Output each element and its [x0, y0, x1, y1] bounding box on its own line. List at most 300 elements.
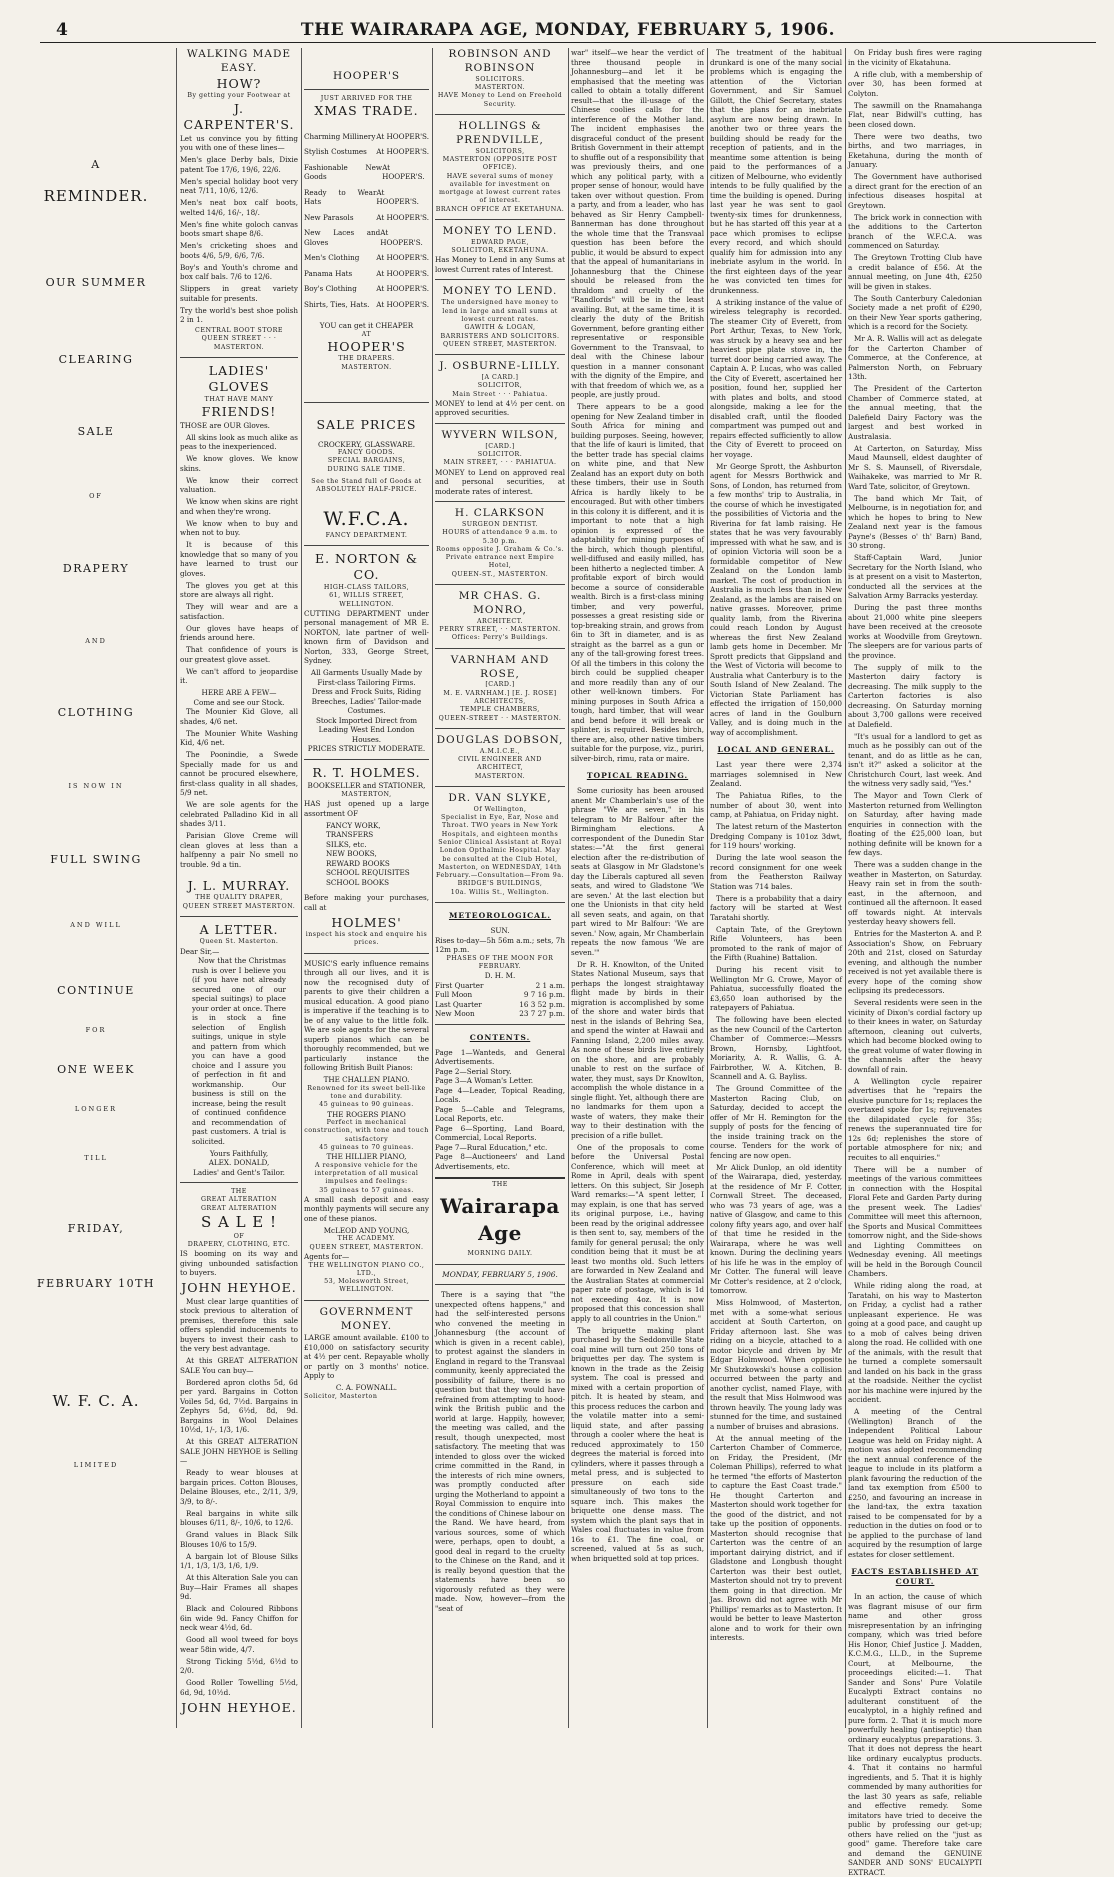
divider [435, 423, 565, 424]
ad-text: M. E. VARNHAM.] [E. J. ROSE] [443, 689, 557, 697]
divider [435, 902, 565, 903]
column-professional-cards [435, 48, 565, 1728]
table-cell: Full Moon [435, 990, 473, 1000]
column-leader-topical [571, 48, 704, 1728]
divider [180, 916, 298, 917]
article-text: The Ground Committee of the Masterton Racing Club, on Saturday, decided to accept the offer of Mr H. Remington for the supply of posts for the fencing of the inside training track on the course. Tenders for the work of fencing are now open. [710, 1084, 842, 1160]
ad-text: The Poonindie, a Swede Specially made for us and cannot be procured elsewhere, first-class quality in all shades, 5/9 net. [180, 750, 298, 798]
ad-text: LARGE amount available. £100 to £10,000 on satisfactory security at 4½ per cent. Repayable wholly or partly on 3 months' notice. Apply to [304, 1333, 429, 1381]
ad-word: A [91, 158, 101, 171]
article-text: The briquette making plant purchased by the Seddonville State coal mine will turn out 250 tons of briquettes per day. The system is known in the trade as the Zeisig system. The coal is pressed and mixed with a certain proportion of pitch. It is heated by steam, and this process reduces the carbon and the volatile matter into a semi-liquid state, and after passing through a cooler where the heat is reduced approximately to 150 degrees the material is forced into cylinders, where it passes through a metal press, and is subjected to pressure on each side simultaneously of two tons to the square inch. This makes the briquette one dense mass. The system which the plant says that in Wales coal fluctuates in value from 16s to £1. The fine coal, or screened, valued at 5s as such, when briquetted sold at top prices. [571, 1325, 704, 1563]
ad-text: QUEEN STREET, MASTERTON. [442, 340, 558, 348]
ad-text: At this GREAT ALTERATION SALE JOHN HEYHOE is Selling— [180, 1437, 298, 1466]
ad-text: BARRISTERS AND SOLICITORS. [440, 332, 560, 340]
divider [304, 89, 429, 90]
list-item: Panama Hats At HOOPER'S. [304, 268, 429, 278]
ad-word: W. F. C. A. [52, 1391, 140, 1410]
article-text: war" itself—we hear the verdict of three thousand people in Johannesburg—and let it be emphasised that the meeting was called to obtain a totally different result—that the ill-usage of the Chinese coolies calls for the interference of the Mother land. The incident emphasises the disgraceful conduct of the present British Government in their attempt to shuffle out of a responsibility that was previously theirs, and one which any political party, with a proper sense of honour, would have taken over without question. From a party, and from a leader, who has behaved as Sir Henry Campbell-Bannerman has done throughout the whole time that the Transvaal question has been before the public, it would be absurd to expect that the appeal of humanitarians in Johannesburg that the Chinese should be released from the thraldom and cruelty of the "Randlords" will be in the least availing. But, at the same time, it is clearly the duty of the British Government, before granting either representative or responsible Government to the Transvaal, to deal with the Chinese labour question in a manner consonant with the dignity of the Empire, and with that freedom of which we, as a people, are justly proud. [571, 48, 704, 399]
article-text: During his recent visit to Wellington Mr G. Crowe, Mayor of Pahiatua, successfully floated the £3,650 loan authorised by the ratepayers of Pahiatua. [710, 965, 842, 1013]
list-item: NEW BOOKS, [326, 849, 377, 859]
ad-text: We can't afford to jeopardise it. [180, 666, 298, 686]
ad-word: FOR [85, 1026, 107, 1035]
table-cell: Last Quarter [435, 999, 482, 1009]
ad-text: MONEY to Lend on approved real and personal securities, at moderate rates of interest. [435, 467, 565, 496]
ad-heading: GOVERNMENT MONEY. [319, 1305, 414, 1332]
ad-text: Black and Coloured Ribbons 6in wide 9d. Fancy Chiffon for neck wear 4½d, 6d. [180, 1604, 298, 1633]
ad-text: THE [492, 1181, 508, 1189]
ad-heading: MR CHAS. G. MONRO, [458, 590, 542, 616]
ad-word: OUR SUMMER [45, 276, 147, 290]
ad-word: SALE [77, 425, 115, 439]
column-rule [707, 48, 708, 1728]
article-text: The President of the Carterton Chamber of Commerce stated, at the annual meeting, that the Dalefield Dairy Factory was the largest and best worked in Australasia. [848, 384, 982, 441]
ad-text: BOOKSELLER and STATIONER, [307, 781, 426, 791]
ad-text: MASTERTON. [474, 84, 526, 92]
ad-text: PERRY STREET, · · MASTERTON. [439, 626, 561, 634]
article-text: The Greytown Trotting Club have a credit balance of £56. At the annual meeting, on June 4th, £250 will be given in stakes. [848, 253, 982, 291]
ad-heading: HOLMES' [331, 914, 402, 930]
article-text: The latest return of the Masterton Dredging Company is 101oz 3dwt, for 119 hours' working. [710, 822, 842, 851]
ad-text: GAWITH & LOGAN, [464, 324, 536, 332]
divider [304, 953, 429, 954]
ad-text: That confidence of yours is our greatest glove asset. [180, 645, 298, 664]
column-ads-2 [180, 48, 298, 1728]
ad-text: 35 guineas to 57 guineas. [319, 1186, 414, 1194]
ad-text: DURING SALE TIME. [327, 465, 406, 473]
ad-text: We know gloves. We know skins. [180, 454, 298, 473]
ad-heading: R. T. HOLMES. [312, 764, 421, 780]
table-cell: First Quarter [435, 980, 484, 990]
divider [304, 402, 429, 403]
article-text: During the past three months about 21,000 white pine sleepers have been received at the creosote works at Woodville from Greytown. The sleepers are for various parts of the province. [848, 603, 982, 660]
ad-text: THE WELLINGTON PIANO CO., LTD., [308, 1261, 425, 1277]
ad-text: AT [361, 330, 372, 338]
divider [435, 584, 565, 585]
ad-text: MASTERTON, [341, 790, 392, 798]
dateline: MONDAY, FEBRUARY 5, 1906. [442, 1269, 558, 1279]
article-text: "It's usual for a landlord to get as much as he possibly can out of the tenant, and do as little as he can, isn't it?" asked a solicitor at the Christchurch Court, last week. And the witness very sadly said, "Yes." [848, 731, 982, 788]
article-text: The Government have authorised a direct grant for the erection of an infectious diseases hospital at Greytown. [848, 172, 982, 210]
ad-text: MONEY to lend at 4½ per cent. on approved securities. [435, 398, 565, 418]
ad-heading: DR. VAN SLYKE, [448, 791, 552, 804]
list-item: Page 8—Auctioneers' and Land Advertisements, etc. [435, 1152, 565, 1171]
ad-text: ABSOLUTELY HALF-PRICE. [316, 486, 417, 494]
ad-text: DRAPERY, CLOTHING, ETC. [187, 1241, 291, 1249]
ad-text: THE QUALITY DRAPER, [195, 894, 283, 902]
list-item: SCHOOL BOOKS [326, 877, 390, 887]
divider [180, 357, 298, 358]
ad-heading: J. CARPENTER'S. [183, 100, 295, 133]
ad-text: ARCHITECT. [477, 617, 523, 625]
ad-heading: XMAS TRADE. [314, 103, 419, 119]
ad-text: MUSIC'S early influence remains through all our lives, and it is now the recognised duty of parents to give their children a musical education. A good piano is imperative if the teaching is to be of any value to the little folk. We are sole agents for the several superb pianos which can be thoroughly recommended, but we particularly instance the following British Built Pianos: [304, 958, 429, 1073]
article-text: The band which Mr Tait, of Melbourne, is in negotiation for, and which he hopes to bring to New Zealand next year is the famous Payne's (Besses o' th' Barn) Band, 30 strong. [848, 493, 982, 550]
ad-text: Our gloves have heaps of friends around here. [180, 623, 298, 643]
article-text: Mr A. R. Wallis will act as delegate for the Carterton Chamber of Commerce, at the Conference, at Palmerston North, on February 13th. [848, 334, 982, 381]
divider [304, 759, 429, 760]
ad-text: MASTERTON. [341, 363, 392, 371]
ad-text: QUEEN STREET, MASTERTON. [309, 1243, 424, 1251]
ad-text: OF [233, 1232, 245, 1240]
column-rule [176, 48, 177, 1728]
ad-text: We know when to buy and when not to buy. [180, 518, 298, 538]
ad-text: Before making your purchases, call at [304, 893, 429, 912]
table-row [435, 990, 565, 1000]
ad-text: At this Alteration Sale you can Buy—Hair Frames all shapes 9d. [180, 1573, 298, 1602]
ad-text: Ready to wear blouses at bargain prices. Cotton Blouses, Delaine Blouses, etc., 2/11, 3/9, 3/9, to 8/-. [180, 1468, 298, 1506]
ad-word: ONE WEEK [57, 1062, 135, 1076]
article-text: Staff-Captain Ward, Junior Secretary for the North Island, who is at present on a visit to Masterton, conducted all the services at the Salvation Army Barracks yesterday. [848, 553, 982, 600]
ad-text: A small cash deposit and easy monthly payments will secure any one of these pianos. [304, 1194, 429, 1223]
ad-text: THOSE are OUR Gloves. [180, 420, 270, 430]
ad-text: Men's fine white goloch canvas boots smart shape 8/6. [180, 219, 298, 239]
divider [435, 114, 565, 115]
ad-heading: S A L E ! [200, 1212, 278, 1231]
ad-text: SOLICITOR, EKETAHUNA. [451, 247, 549, 255]
ad-heading: A LETTER. [199, 921, 279, 937]
page-number: 4 [56, 20, 68, 40]
list-item: TRANSFERS [326, 830, 374, 840]
list-item: SILKS, etc. [326, 839, 367, 849]
ad-text: QUEEN STREET · · · MASTERTON. [201, 335, 277, 351]
list-item: Shirts, Ties, Hats. At HOOPER'S. [304, 299, 429, 309]
ad-text: HOURS of attendance 9 a.m. to 5.30 p.m. [442, 529, 558, 545]
ad-text: The Mounier Kid Glove, all shades, 4/6 net. [180, 707, 298, 726]
ad-heading: W.F.C.A. [323, 507, 410, 530]
ad-word: CLEARING [58, 352, 134, 366]
ad-text: Men's special holiday boot very neat 7/11, 10/6, 12/6. [180, 176, 298, 196]
list-item: Fashionable New Goods At HOOPER'S. [304, 162, 425, 182]
article-text: Some curiosity has been aroused anent Mr Chamberlain's use of the phrase "We are seven," in his telegram to Mr Balfour after the Birmingham elections. A correspondent of the Dunedin Star states:—"At the first general election after the re-distribution of seats at Glasgow in Mr Gladstone's day the Liberals captured all seven seats, and wired to Gladstone 'We are seven.' At the last election but one the Unionists in that city held all seven seats, and again, on that part wired to Mr Balfour: 'We are seven.' Now, again, Mr Chamberlain repeats the now famous 'We are seven.'" [571, 786, 704, 957]
ad-text: 53, Molesworth Street, [324, 1278, 409, 1286]
article-text: There appears to be a good opening for New Zealand timber in South Africa for mining and building purposes. Seeing, however, that the life of kauri is limited, that the better trade has special claims on white pine, and that New Zealand has an export duty on both these timbers, their use in South Africa is hardly likely to be encouraged. But with other timbers in this colony it is different, and it is important to note that a high opinion is expressed of the adaptability for mining purposes of the birch, which though plentiful, well-diffused and easily milled, has been hitherto a neglected timber. A profitable export of birch would become a source of considerable wealth. Birch is a first-class mining timber, and very powerful, possesses a great resisting side or top-breaking strain, and grows from 6in to 3ft in diameter, and is as straight as the barrel as a gun or any of the tall-growing forest trees. Of all the timbers in this colony the birch could be supplied cheaper and more readily than any of our other well-known timbers. For mining purposes in South Africa a tough, hard timber, that will wear and bend before it will break or splinter, is required. Besides birch, there are, also, other native timbers suitable for the purpose, viz., puriri, silver-birch, rimu, rata or maire. [571, 402, 704, 763]
ad-text: [A CARD.] [481, 373, 519, 381]
ad-text: SOLICITOR, [477, 382, 523, 390]
ad-text: Of Wellington, [473, 805, 527, 813]
ad-text: PHASES OF THE MOON FOR FEBRUARY. [446, 954, 554, 970]
list-item: Page 5—Cable and Telegrams, Local Reports, etc. [435, 1104, 565, 1124]
article-text: In an action, the cause of which was flagrant misuse of our firm name and other gross misrepresentation by an infringing company, which was tried before His Honor, Chief Justice J. Madden, K.C.M.G., LL.D., in the Supreme Court, at Melbourne, the proceedings elicited:—1. That Sander and Sons' Pure Volatile Eucalypti Extract contains no adulterant constituent of the eucalyptol, in a highly refined and pure form. 2. That it is much more powerfully healing (antiseptic) than ordinary eucalyptus preparations. 3. That it does not depress the heart like ordinary eucalyptus products. 4. That it contains no harmful ingredients, and 5. That it is highly commended by many authorities for the last 30 years as safe, reliable and effective remedy. Some imitators have tried to deceive the public by professing our get-up; others have relied on the "just as good" game. Therefore take care and demand the GENUINE SANDER AND SONS' EUCALYPTI EXTRACT. [848, 1592, 982, 1877]
list-item: Boy's Clothing At HOOPER'S. [304, 284, 429, 294]
ad-text: All Garments Usually Made by First-class Tailoring Firms. [310, 668, 423, 687]
section-heading: FACTS ESTABLISHED AT COURT. [851, 1567, 979, 1587]
ad-word: LIMITED [73, 1461, 119, 1470]
article-text: While riding along the road, at Taratahi, on his way to Masterton on Friday, a cyclist had a rather unpleasant experience. He was going at a good pace, and caught up to a mob of calves being driven along the road. He collided with one of the animals, with the result that he turned a complete somersault and landed on his back in the grass at the roadside. Neither the cyclist nor his machine were injured by the accident. [848, 1281, 982, 1404]
ad-text: CENTRAL BOOT STORE [195, 327, 283, 335]
list-item: Stylish Costumes At HOOPER'S. [304, 147, 429, 157]
ad-text: Queen St. Masterton. [199, 938, 279, 946]
ad-text: Yours Faithfully, [209, 1148, 269, 1158]
article-text: There were two deaths, two births, and two marriages, in Eketahuna, during the month of January. [848, 131, 982, 169]
ad-text: All skins look as much alike as peas to the inexperienced. [180, 432, 298, 452]
article-text: There will be a number of meetings of the various committees in connection with the Hospital Floral Fete and Garden Party during the present week. The Ladies' Committee will meet this afternoon, the Sports and Musical Committees tomorrow night, and the Side-shows and Lighting Committees on Wednesday evening. All meetings will be held in the Borough Council Chambers. [848, 1164, 982, 1278]
ad-heading: ROBINSON AND ROBINSON [448, 48, 552, 74]
divider [304, 1300, 429, 1301]
ad-word: IS NOW IN [68, 782, 124, 791]
ad-text: Has Money to Lend in any Sums at lowest Current rates of Interest. [435, 255, 565, 274]
article-text: A meeting of the Central (Wellington) Branch of the Independent Political Labour League was held on Friday night. A motion was adopted recommending the next annual conference of the league to include in its platform a plank favouring the reduction of the land tax exemption from £500 to £250, and favouring an increase in the land-tax, the extra taxation raised to be compensated for by a reduction in the duties on food or to be applied to the purchase of land acquired by the resumption of large estates for closer settlement. [848, 1407, 982, 1559]
ad-heading: MONEY TO LEND. [442, 225, 558, 237]
ad-heading: J. L. MURRAY. [187, 877, 291, 893]
article-text: The brick work in connection with the additions to the Carterton branch of the W.F.C.A. was commenced on Saturday. [848, 212, 982, 250]
table-row [435, 1000, 565, 1010]
ad-text: Renowned for its sweet bell-like tone and durability. [307, 1084, 426, 1100]
ad-text: WELLINGTON. [339, 1286, 394, 1294]
ad-text: Dear Sir,— [180, 946, 220, 956]
ad-text: Good all wool tweed for boys wear 58in wide, 4/7. [180, 1635, 298, 1654]
ad-heading: H. CLARKSON [454, 507, 546, 520]
table-row [435, 1009, 565, 1019]
ad-text: SURGEON DENTIST. [461, 520, 539, 528]
ad-heading: VARNHAM AND ROSE, [450, 653, 550, 680]
ad-word: AND WILL [70, 921, 122, 930]
ad-text: Offices: Perry's Buildings. [451, 634, 549, 642]
ad-text: HERE ARE A FEW— [201, 688, 277, 698]
article-text: At Carterton, on Saturday, Miss Maud Maunsell, eldest daughter of Mr S. S. Maunsell, of Riversdale, Waihakeke, was married to Mr R. Ward Tate, solicitor, of Greytown. [848, 443, 982, 491]
ad-text: SOLICITORS, [475, 147, 525, 155]
ad-text: A.M.I.C.E., [479, 747, 521, 755]
ad-word: FEBRUARY 10TH [36, 1277, 156, 1290]
ad-text: IS booming on its way and giving unbounded satisfaction to buyers. [180, 1249, 298, 1278]
page-header [40, 20, 1096, 43]
column-news-items [848, 48, 982, 1877]
column-rule [568, 48, 569, 1728]
ad-text: HAVE several sums of money available for investment on mortgage at lowest current rates of interest. [439, 172, 561, 205]
column-rule [432, 48, 433, 1728]
divider [435, 219, 565, 220]
divider [435, 648, 565, 649]
ad-heading: SALE PRICES [316, 417, 417, 433]
article-text: There is a saying that "the unexpected oftens happens," and had the self-interested persons who convened the meeting in Johannesburg (the account of which is given in a recent cable), to protest against the slanders in England in regard to the Transvaal community, keenly appreciated the possibility of failure, there is no question but that they would have refrained from attempting to hood-wink the British public and the world at large. Happily, however, the meeting was called, and the result, though unexpected, most satisfactory. The meeting that was intended to gloss over the wicked crime committed in the Rand, in the interests of rich mine owners, was promptly conducted after urging the Motherland to appoint a Royal Commission to enquire into the conditions of Chinese labour on the Rand. We have heard, from various sources, some of which were, perhaps, open to doubt, a good deal in regard to the cruelty to the Chinese on the Rand, and it is really beyond question that the statements have been so vigorously refuted as they were made. Now, however—from the "seat of [435, 1290, 565, 1613]
article-text: Rises to-day—5h 56m a.m.; sets, 7h 12m p.m. [435, 935, 565, 955]
ad-text: Try the world's best shoe polish 2 in 1. [180, 305, 298, 325]
article-text: The Mayor and Town Clerk of Masterton returned from Wellington on Saturday, after having made enquiries in connection with the floating of the £25,000 loan, but nothing definite will be known for a few days. [848, 791, 982, 857]
article-text: During the late wool season the record consignment for one week from the Featherston Railway Station was 714 bales. [710, 853, 842, 891]
ad-word: CONTINUE [57, 983, 135, 997]
ad-text: SPECIAL BARGAINS, [327, 457, 406, 465]
ad-heading: JOHN HEYHOE. [181, 1699, 297, 1715]
section-heading: METEOROLOGICAL. [448, 911, 552, 921]
article-text: A rifle club, with a membership of over 30, has been formed at Colyton. [848, 69, 982, 98]
ad-text: We know their correct valuation. [180, 475, 298, 495]
masthead-title: Wairarapa Age [440, 1194, 560, 1245]
divider [435, 279, 565, 280]
ad-text: [CARD.] [485, 442, 515, 450]
ad-text: BRIDGE'S BUILDINGS, [457, 880, 543, 888]
article-text: Entries for the Masterton A. and P. Association's Show, on February 20th and 21st, closed on Saturday evening, and although the number received is not yet available there is every hope of the coming show eclipsing its predecessors. [848, 929, 982, 995]
ad-text: inspect his stock and enquire his prices. [305, 931, 428, 947]
column-rule [301, 48, 302, 1728]
list-item: Ready to Wear Hats At HOOPER'S. [304, 187, 419, 207]
article-text: Miss Holmwood, of Masterton, met with a some-what serious accident at South Carterton, on Friday afternoon last. She was riding on a bicycle, attached to a motor bicycle and driven by Mr Edgar Holmwood. When opposite Mr Shutzkowski's house a collision occurred between the party and another cyclist, named Flaye, with the result that Miss Holmwood was thrown heavily. The young lady was stunned for the time, and sustained a number of bruises and abrasions. [710, 1298, 842, 1431]
ad-heading: LADIES' GLOVES [208, 362, 270, 395]
ad-text: HAS just opened up a large assortment OF [304, 799, 429, 818]
ad-text: HIGH-CLASS TAILORS, [323, 583, 410, 591]
ad-word: AND [85, 636, 107, 645]
ad-text: We know when skins are right and when they're wrong. [180, 497, 298, 516]
ad-text: GREAT ALTERATION [200, 1196, 278, 1204]
ad-heading: HOOPER'S [327, 338, 406, 354]
ad-text: THE ROGERS PIANO [327, 1109, 406, 1119]
list-item: Page 6—Sporting, Land Board, Commercial, Local Reports. [435, 1123, 565, 1143]
ad-text: Let us convince you by fitting you with one of these lines— [180, 133, 298, 153]
list-item: SCHOOL REQUISITES [326, 868, 410, 878]
divider [435, 1264, 565, 1265]
ad-text: Now that the Christmas rush is over I believe you (if you have not already secured one of our special suitings) to place your order at once. There is in stock a fine selection of English suitings, unique in style and pattern from which you can have a good choice and I assure you of perfection in fit and workmanship. Our business is still on the increase, being the result of continued confidence and recommendation of past customers. A trial is solicited. [192, 956, 286, 1146]
ad-text: THAT HAVE MANY [204, 395, 274, 403]
ad-text: 61, WILLIS STREET, WELLINGTON. [329, 592, 404, 608]
article-text: A striking instance of the value of wireless telegraphy is recorded. The steamer City of Everett, from Port Arthur, Texas, to New York, was struck by a heavy sea and her heaviest pipe plate stove in, the turret door being carried away. The Captain A. P. Lucas, who was called the City of Everett, ascertained her position, found her, supplied her with plates and bolts, and stood alongside, making a lee for the disabled craft, until the flooded compartment was pumped out and repairs effected sufficiently to allow the City of Everett to proceed on her voyage. [710, 297, 842, 459]
article-text: The supply of milk to the Masterton dairy factory is decreasing. The milk supply to the Carterton factories is also decreasing. On Saturday morning about 3,700 gallons were received at Dalefield. [848, 662, 982, 729]
article-text: The Pahiatua Rifles, to the number of about 30, went into camp, at Pahiatua, on Friday night. [710, 791, 842, 820]
ad-text: Good Roller Towelling 5½d, 6d, 9d, 10½d. [180, 1678, 298, 1697]
ad-heading: J. OSBURNE-LILLY. [439, 360, 561, 373]
ad-text: 10a. Willis St., Wellington. [450, 888, 550, 896]
ad-text: [CARD.] [485, 681, 515, 689]
ad-heading: JOHN HEYHOE. [181, 1280, 297, 1296]
ad-word: FRIDAY, [67, 1222, 125, 1236]
article-text: Dr R. H. Knowlton, of the United States National Museum, says that perhaps the longest straightaway flight made by birds in their migration is accomplished by some of the shore and water birds that nest in the islands of Behring Sea, and spend the winter at Hawaii and Fanning Island, 2,200 miles away. As none of these birds live entirely on the shore, and are probably unable to rest on the surface of water, they must, says Dr Knowlton, accomplish the whole distance in a single flight. Yet, although there are no landmarks for them upon a waste of waters, they make their way to their destination with the precision of a rifle bullet. [571, 959, 704, 1140]
ad-text: SOLICITORS. [475, 75, 525, 83]
ad-text: Real bargains in white silk blouses 6/11, 8/-, 10/6, to 12/6. [180, 1508, 298, 1528]
list-item: Page 4—Leader, Topical Reading, Locals. [435, 1085, 565, 1105]
ad-text: PRICES STRICTLY MODERATE. [307, 744, 426, 754]
ad-text: MAIN STREET, · · · PAHIATUA. [443, 459, 557, 467]
ad-text: The gloves you get at this store are always all right. [180, 580, 298, 600]
divider [435, 728, 565, 729]
ad-text: Men's cricketing shoes and boots 4/6, 5/9, 6/6, 7/6. [180, 241, 298, 260]
ad-text: Boy's and Youth's chrome and box calf bals. 7/6 to 12/6. [180, 262, 298, 282]
ad-text: Perfect in mechanical construction, with tone and touch satisfactory [304, 1119, 429, 1143]
list-item: Page 1—Wanteds, and General Advertisements. [435, 1047, 565, 1067]
ad-text: ARCHITECTS, [474, 697, 526, 705]
article-text: Several residents were seen in the vicinity of Dixon's cordial factory up to their knees in water, on Saturday afternoon, cleaning out culverts, which had become blocked owing to the great volume of water flowing in the channels after the heavy downfall of rain. [848, 998, 982, 1074]
ad-text: THE [231, 1188, 247, 1196]
section-heading: TOPICAL READING. [586, 771, 689, 780]
ad-text: GREAT ALTERATION [200, 1204, 278, 1212]
ad-text: We are sole agents for the celebrated Palladino Kid in all shades 3/11. [180, 800, 298, 829]
ad-text: TEMPLE CHAMBERS, [460, 706, 540, 714]
ad-heading: WYVERN WILSON, [441, 428, 559, 441]
article-text: There is a probability that a dairy factory will be started at West Taratahi shortly. [710, 893, 842, 922]
ad-text: QUEEN-ST., MASTERTON. [451, 570, 549, 578]
ad-text: YOU can get it CHEAPER [319, 321, 414, 331]
table-cell: 16 3 52 p.m. [519, 999, 565, 1009]
ad-text: The undersigned have money to lend in large and small sums at lowest current rates. [441, 299, 559, 323]
divider [435, 1177, 565, 1179]
ad-text: A responsive vehicle for the interpretation of all musical impulses and feelings: [314, 1161, 419, 1186]
divider [435, 354, 565, 355]
ad-text: Agents for— [304, 1252, 350, 1262]
ad-text: QUEEN-STREET · · MASTERTON. [438, 714, 562, 722]
divider [435, 501, 565, 502]
ad-word: LONGER [74, 1105, 118, 1114]
ad-text: Rooms opposite J. Graham & Co.'s. Private entrance next Empire Hotel, [436, 545, 564, 570]
ad-text: 45 guineas to 70 guineas. [319, 1143, 414, 1151]
article-text: On Friday bush fires were raging in the vicinity of Ekatahuna. [848, 48, 982, 67]
ad-text: Stock Imported Direct from Leading West End London Houses. [315, 715, 418, 744]
list-item: FANCY WORK, [326, 820, 381, 830]
ad-text: CUTTING DEPARTMENT under personal management of MR E. NORTON, late partner of well-known firm of Davidson and Norton, 333, George Street, Sydney. [304, 608, 429, 666]
section-heading: CONTENTS. [469, 1032, 531, 1042]
ad-heading: HOLLINGS & PRENDVILLE, [456, 119, 544, 146]
list-item: New Parasols At HOOPER'S. [304, 212, 429, 222]
divider [435, 1024, 565, 1025]
ad-text: Solicitor, Masterton [304, 1392, 378, 1400]
ad-text: Parisian Glove Creme will clean gloves at less than a halfpenny a pair No smell no trouble. 9d a tin. [180, 831, 298, 869]
ad-text: The Mounier White Washing Kid, 4/6 net. [180, 728, 298, 748]
ad-text: Men's neat box calf boots, welted 14/6, 16/-, 18/. [180, 198, 298, 217]
ad-text: THE ACADEMY. [337, 1235, 396, 1243]
ad-text: BRANCH OFFICE AT EKETAHUNA. [435, 205, 565, 213]
ad-text: 45 guineas to 90 guineas. [319, 1101, 414, 1109]
article-text: Mr George Sprott, the Ashburton agent for Messrs Borthwick and Sons, of London, has returned from a few months' trip to Australia, in the course of which he investigated the possibilities of Victoria and the Riverina for fat lamb raising. He states that he was very favourably impressed with what he saw, and is of opinion Victoria will soon be a formidable competitor of New Zealand on the London lamb market. The cost of production in Australia is much less than in New Zealand, as the lambs are raised on native grasses. Moreover, prime quality lamb, from the Riverina could reach London by August whereas the first New Zealand lamb gets home in December. Mr Sprott predicts that Gippsland and the West of Victoria will become to Australia what Canterbury is to the South Island of New Zealand. The Victorian State Parliament has effected the irrigation of 150,000 acres of land in the Goulburn Valley, and is doing much in the way of accomplishment. [710, 461, 842, 737]
table-row [435, 981, 565, 991]
ad-heading: HOW? [216, 75, 262, 91]
ad-heading: FRIENDS! [201, 404, 277, 420]
ad-text: McLEOD AND YOUNG, [323, 1225, 410, 1235]
ad-heading: WALKING MADE EASY. [186, 48, 292, 74]
ad-text: Dress and Frock Suits, Riding Breeches, Ladies' Tailor-made Costumes. [311, 687, 422, 716]
ad-text: CIVIL ENGINEER AND ARCHITECT, [458, 756, 542, 772]
ad-text: Specialist in Eye, Ear, Nose and Throat. TWO years in New York Hospitals, and eighteen months Senior Clinical Assistant at Royal London Opthalmic Hospital. May be consulted at the Club Hotel, Masterton, on WEDNESDAY, 14th February.—Consultation—From 9a. [436, 814, 564, 880]
column-ads-3 [304, 48, 429, 1728]
ad-text: Men's glace Derby bals, Dixie patent Toe 17/6, 19/6, 22/6. [180, 155, 298, 174]
section-heading: LOCAL AND GENERAL. [717, 745, 835, 754]
ad-word: FULL SWING [50, 852, 142, 866]
article-text: The South Canterbury Caledonian Society made a net profit of £290, on their New Year sports gathering, which is a record for the Society. [848, 293, 982, 331]
ad-text: ALEX. DONALD, [208, 1158, 270, 1168]
ad-text: QUEEN STREET MASTERTON. [182, 902, 296, 910]
divider [435, 1284, 565, 1285]
ad-text: SOLICITOR. [477, 451, 523, 458]
ad-text: At this GREAT ALTERATION SALE You can buy— [180, 1356, 298, 1375]
article-text: Mr Alick Dunlop, an old identity of the Wairarapa, died, yesterday, at the residence of Mr F. Cotter, Cornwall Street. The deceased, who was 73 years of age, was a native of Glasgow, and came to this colony fifty years ago, and over half of that time he resided in the Wairarapa, where he was well known. During the declining years of his life he was in the employ of Mr Cotter. The funeral will leave Mr Cotter's residence, at 2 o'clock, tomorrow. [710, 1162, 842, 1296]
list-item: Charming Millinery At HOOPER'S. [304, 131, 429, 141]
ad-word: REMINDER. [43, 186, 149, 205]
ad-word: DRAPERY [62, 562, 130, 576]
ad-text: Come and see our Stock. [193, 697, 285, 707]
table-cell: 9 7 16 p.m. [523, 990, 565, 1000]
ad-text: C. A. FOWNALL. [335, 1383, 398, 1393]
ad-heading: DOUGLAS DOBSON, [436, 733, 564, 746]
list-item: Page 2—Serial Story. [435, 1066, 512, 1076]
ad-text: Strong Ticking 5½d, 6½d to 2/0. [180, 1656, 298, 1676]
divider [435, 786, 565, 787]
ad-text: FANCY GOODS. [337, 449, 396, 457]
list-item: New Laces and Gloves At HOOPER'S. [304, 228, 423, 247]
ad-text: They will wear and are a satisfaction. [180, 602, 298, 621]
ad-text: JUST ARRIVED FOR THE [320, 94, 413, 102]
ad-text: Main Street · · · Pahiatua. [452, 390, 548, 398]
ad-text: Slippers in great variety suitable for presents. [180, 284, 298, 303]
article-text: The following have been elected as the new Council of the Carterton Chamber of Commerce:—Messrs Brown, Hornsby, Lightfoot, Moriarity, A. R. Wallis, G. A. Fairbrother, W. A. Kitchen, B. Scannell and A. G. Bayliss. [710, 1015, 842, 1082]
ad-text: MASTERTON (OPPOSITE POST OFFICE). [442, 155, 558, 172]
ad-text: D. H. M. [484, 971, 516, 981]
ad-text: THE CHALLEN PIANO. [323, 1075, 410, 1085]
ad-heading: HOOPER'S [332, 70, 401, 82]
ad-text: See the Stand full of Goods at [311, 477, 422, 485]
ad-text: Ladies' and Gent's Tailor. [193, 1167, 285, 1177]
ad-heading: MONEY TO LEND. [442, 285, 558, 298]
ad-text: Grand values in Black Silk Blouses 10/6 to 15/9. [180, 1530, 298, 1549]
article-text: A Wellington cycle repairer advertises that he "repairs the elusive puncture for 1s; replaces the overtaxed spoke for 1s; rejuvenates the dilapidated cycle for 35s; renews the superannuated tire for 12s 6d; replenishes the store of portable atmosphere for nix; and recuites to all enquiries." [848, 1076, 982, 1162]
newspaper-title: THE WAIRARAPA AGE, MONDAY, FEBRUARY 5, 1906. [300, 20, 836, 40]
article-text: The treatment of the habitual drunkard is one of the many social problems which is engaging the attention of the Victorian Government, and Sir Samuel Gillott, the Chief Secretary, states that the plans for an inebriate asylum are now being drawn. In another two or three years the building should be ready for the reception of patients, and in the meantime some attention is being paid to the performances of a citizen of Melbourne, who evidently intends to be fully qualified by the time the building is opened. During last year he was sent to gaol twenty-six times for drunkenness, but he has started off this year at a pace which promises to eclipse every record, and which should qualify him for admission into any inebriate asylum in the world. In the first eighteen days of the year he was convicted ten times for drunkenness. [710, 48, 842, 295]
ad-text: CROCKERY, GLASSWARE. [317, 439, 416, 449]
list-item: Men's Clothing At HOOPER'S. [304, 253, 429, 263]
article-text: At the annual meeting of the Carterton Chamber of Commerce, on Friday, the President, (Mr Coleman Phillips), referred to what he termed "the efforts of Masterton to capture the East Coast trade." He thought Carterton and Masterton should work together for the good of the district, and not take up the position of opponents. Masterton should recognise that Carterton was the centre of an important dairying district, and if Gladstone and Longbush thought Carterton was their best outlet, Masterton should not try to prevent them going in that direction. Mr Jas. Brown did not agree with Mr Phillips' remarks as to Masterton. It would be better to leave Masterton alone and to work for their own interests. [710, 1433, 842, 1643]
